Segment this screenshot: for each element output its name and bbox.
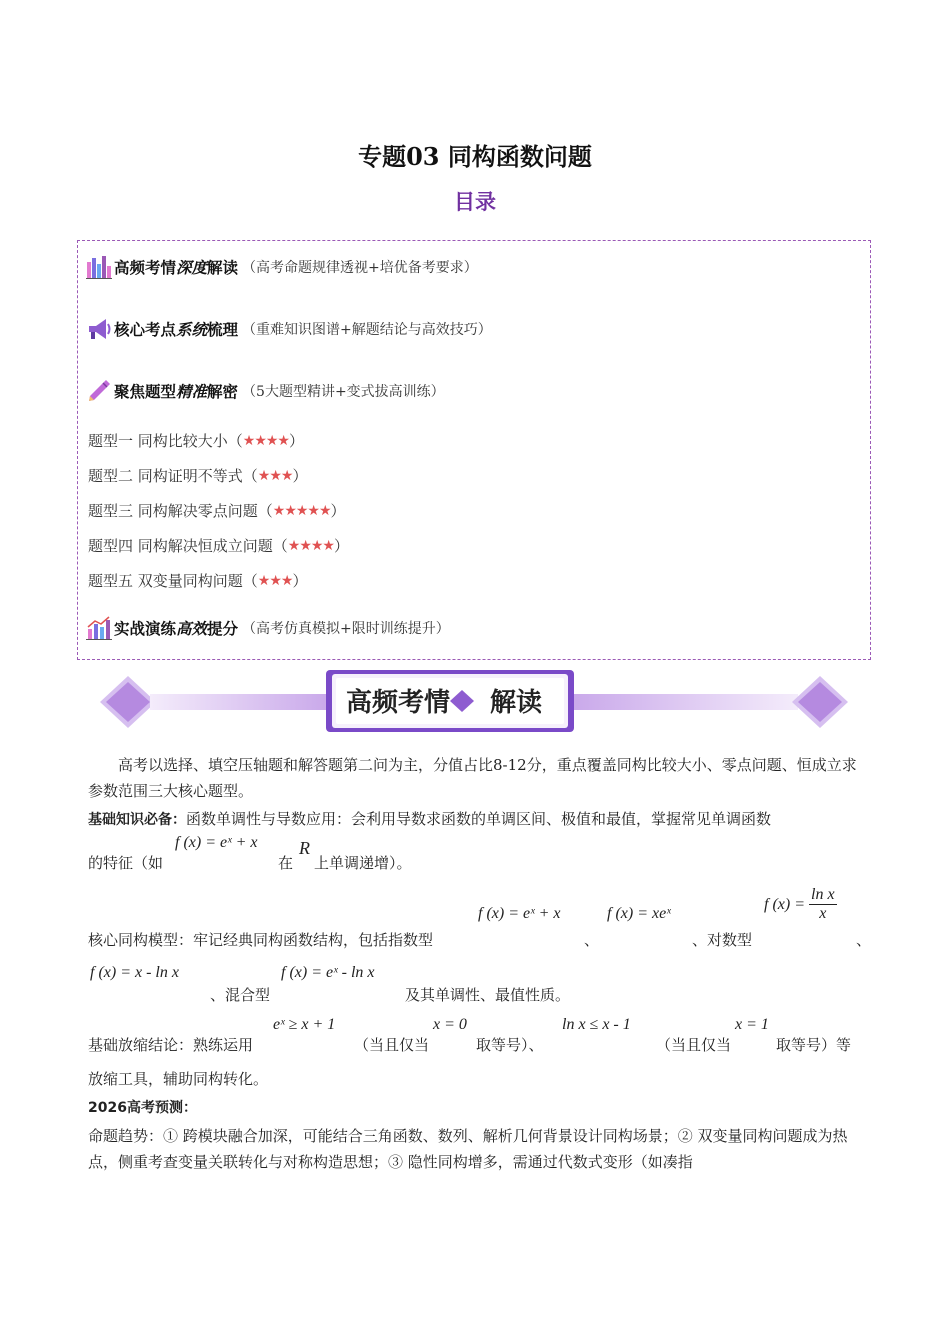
star-rating-icon: ★★★: [257, 467, 293, 484]
toc-type-5-close: ）: [292, 572, 308, 590]
basic-line2-a: 的特征（如: [88, 854, 164, 872]
toc-section-4-label-c: 提分: [207, 619, 239, 638]
books-chart-icon: [86, 254, 112, 280]
shrink-text-a: 基础放缩结论：熟练运用: [88, 1036, 254, 1054]
toc-section-4-label-a: 实战演练: [114, 619, 177, 638]
basic-knowledge-line1: [88, 806, 870, 833]
model-formula-4: f (x) = x - ln x: [90, 964, 179, 981]
model-formula-1: f (x) = eˣ + x: [478, 905, 561, 922]
model-formula-2: f (x) = xeˣ: [607, 905, 671, 922]
toc-section-1-note: （高考命题规律透视+培优备考要求）: [242, 260, 478, 276]
basic-knowledge-text: 函数单调性与导数应用：会利用导数求函数的单调区间、极值和最值，掌握常见单调函数: [186, 810, 772, 828]
toc-type-4-label: 题型四 同构解决恒成立问题（: [88, 537, 288, 555]
toc-type-1-close: ）: [288, 432, 304, 450]
basic-line2-c: 上单调递增）。: [314, 854, 412, 872]
model-formula-3: [764, 886, 837, 923]
basic-line2-b: 在: [278, 854, 294, 872]
toc-section-4[interactable]: [86, 614, 450, 642]
toc-type-1-label: 题型一 同构比较大小（: [88, 432, 243, 450]
star-rating-icon: ★★★★: [242, 432, 289, 449]
shrink-text-b: （当且仅当: [354, 1036, 430, 1054]
core-model-text-a: 核心同构模型：牢记经典同构函数结构，包括指数型: [88, 931, 434, 949]
toc-type-5-label: 题型五 双变量同构问题（: [88, 572, 258, 590]
shrink-formula-2: ln x ≤ x - 1: [562, 1016, 631, 1033]
model-text-c: 、混合型: [210, 986, 271, 1004]
model-text-b: 、对数型: [692, 931, 753, 949]
toc-section-2-label-b: 系统: [176, 320, 208, 339]
basic-knowledge-label: 基础知识必备：: [88, 812, 186, 828]
banner-graphic: [100, 668, 848, 736]
toc-type-5[interactable]: [88, 570, 307, 591]
bar-chart-icon: [86, 615, 112, 641]
model-formula-3-numerator: ln x: [811, 886, 835, 903]
toc-type-4[interactable]: [88, 535, 349, 556]
model-formula-5: f (x) = eˣ - ln x: [281, 964, 375, 981]
toc-type-2-close: ）: [292, 467, 308, 485]
document-title: 专题03 同构函数问题: [358, 142, 592, 171]
model-formula-3-fraction: [809, 886, 837, 923]
basic-formula: f (x) = eˣ + x: [175, 834, 258, 851]
toc-section-1-label-c: 解读: [207, 258, 239, 277]
toc-type-2[interactable]: [88, 465, 307, 486]
forecast-text: 命题趋势：① 跨模块融合加深，可能结合三角函数、数列、解析几何背景设计同构场景；② 双变量同构问题成为热点，侧重考查变量关联转化与对称构造思想；③ 隐性同构增多，需通过代数式变形（如凑指: [88, 1127, 848, 1171]
toc-type-3-close: ）: [330, 502, 346, 520]
toc-type-3[interactable]: [88, 500, 346, 521]
toc-section-4-label-b: 高效: [176, 619, 208, 638]
model-sep-2: 、: [856, 931, 872, 949]
star-rating-icon: ★★★★: [287, 537, 334, 554]
pencil-icon: [86, 378, 112, 404]
model-formula-3-lhs: f (x) =: [764, 895, 805, 913]
toc-section-1-label-a: 高频考情: [114, 258, 177, 277]
basic-R: R: [299, 838, 310, 858]
toc-section-2-note: （重难知识图谱+解题结论与高效技巧）: [242, 322, 492, 338]
shrink-text-d: （当且仅当: [656, 1036, 732, 1054]
shrink-text-c: 取等号）、: [476, 1036, 544, 1054]
toc-type-4-close: ）: [333, 537, 349, 555]
section-banner: [100, 668, 848, 736]
shrink-condition-1: x = 0: [433, 1016, 467, 1033]
toc-section-1[interactable]: [86, 253, 478, 281]
forecast-label: 2026高考预测：: [88, 1100, 197, 1116]
toc-section-4-note: （高考仿真模拟+限时训练提升）: [242, 621, 450, 637]
toc-type-2-label: 题型二 同构证明不等式（: [88, 467, 258, 485]
intro-paragraph: 高考以选择、填空压轴题和解答题第二问为主，分值占比8-12分，重点覆盖同构比较大小、零点问题、恒成立求参数范围三大核心题型。: [88, 756, 857, 800]
toc-box: [77, 240, 871, 660]
shrink-condition-2: x = 1: [735, 1016, 769, 1033]
model-formula-3-denominator: x: [819, 905, 827, 922]
toc-section-3-label-c: 解密: [207, 382, 239, 401]
shrink-text-e: 取等号）等: [776, 1036, 852, 1054]
toc-section-3-label-b: 精准: [176, 382, 208, 401]
toc-heading: 目录: [454, 189, 496, 214]
model-sep-1: 、: [584, 931, 600, 949]
toc-section-1-label-b: 深度: [176, 258, 208, 277]
toc-section-3[interactable]: [86, 377, 445, 405]
model-text-d: 及其单调性、最值性质。: [405, 986, 571, 1004]
shrink-line2: 放缩工具，辅助同构转化。: [88, 1070, 269, 1088]
banner-title-right: 解读: [490, 688, 543, 718]
toc-section-3-note: （5大题型精讲+变式拔高训练）: [242, 384, 445, 400]
toc-section-2-label-c: 梳理: [207, 320, 239, 339]
toc-section-2-label-a: 核心考点: [114, 320, 177, 339]
star-rating-icon: ★★★: [257, 572, 293, 589]
toc-section-3-label-a: 聚焦题型: [114, 382, 177, 401]
star-rating-icon: ★★★★★: [272, 502, 331, 519]
toc-section-2[interactable]: [86, 315, 492, 343]
shrink-formula-1: eˣ ≥ x + 1: [273, 1016, 336, 1033]
megaphone-icon: [86, 316, 112, 342]
toc-type-3-label: 题型三 同构解决零点问题（: [88, 502, 273, 520]
toc-type-1[interactable]: [88, 430, 304, 451]
banner-title-left: 高频考情: [346, 688, 451, 718]
